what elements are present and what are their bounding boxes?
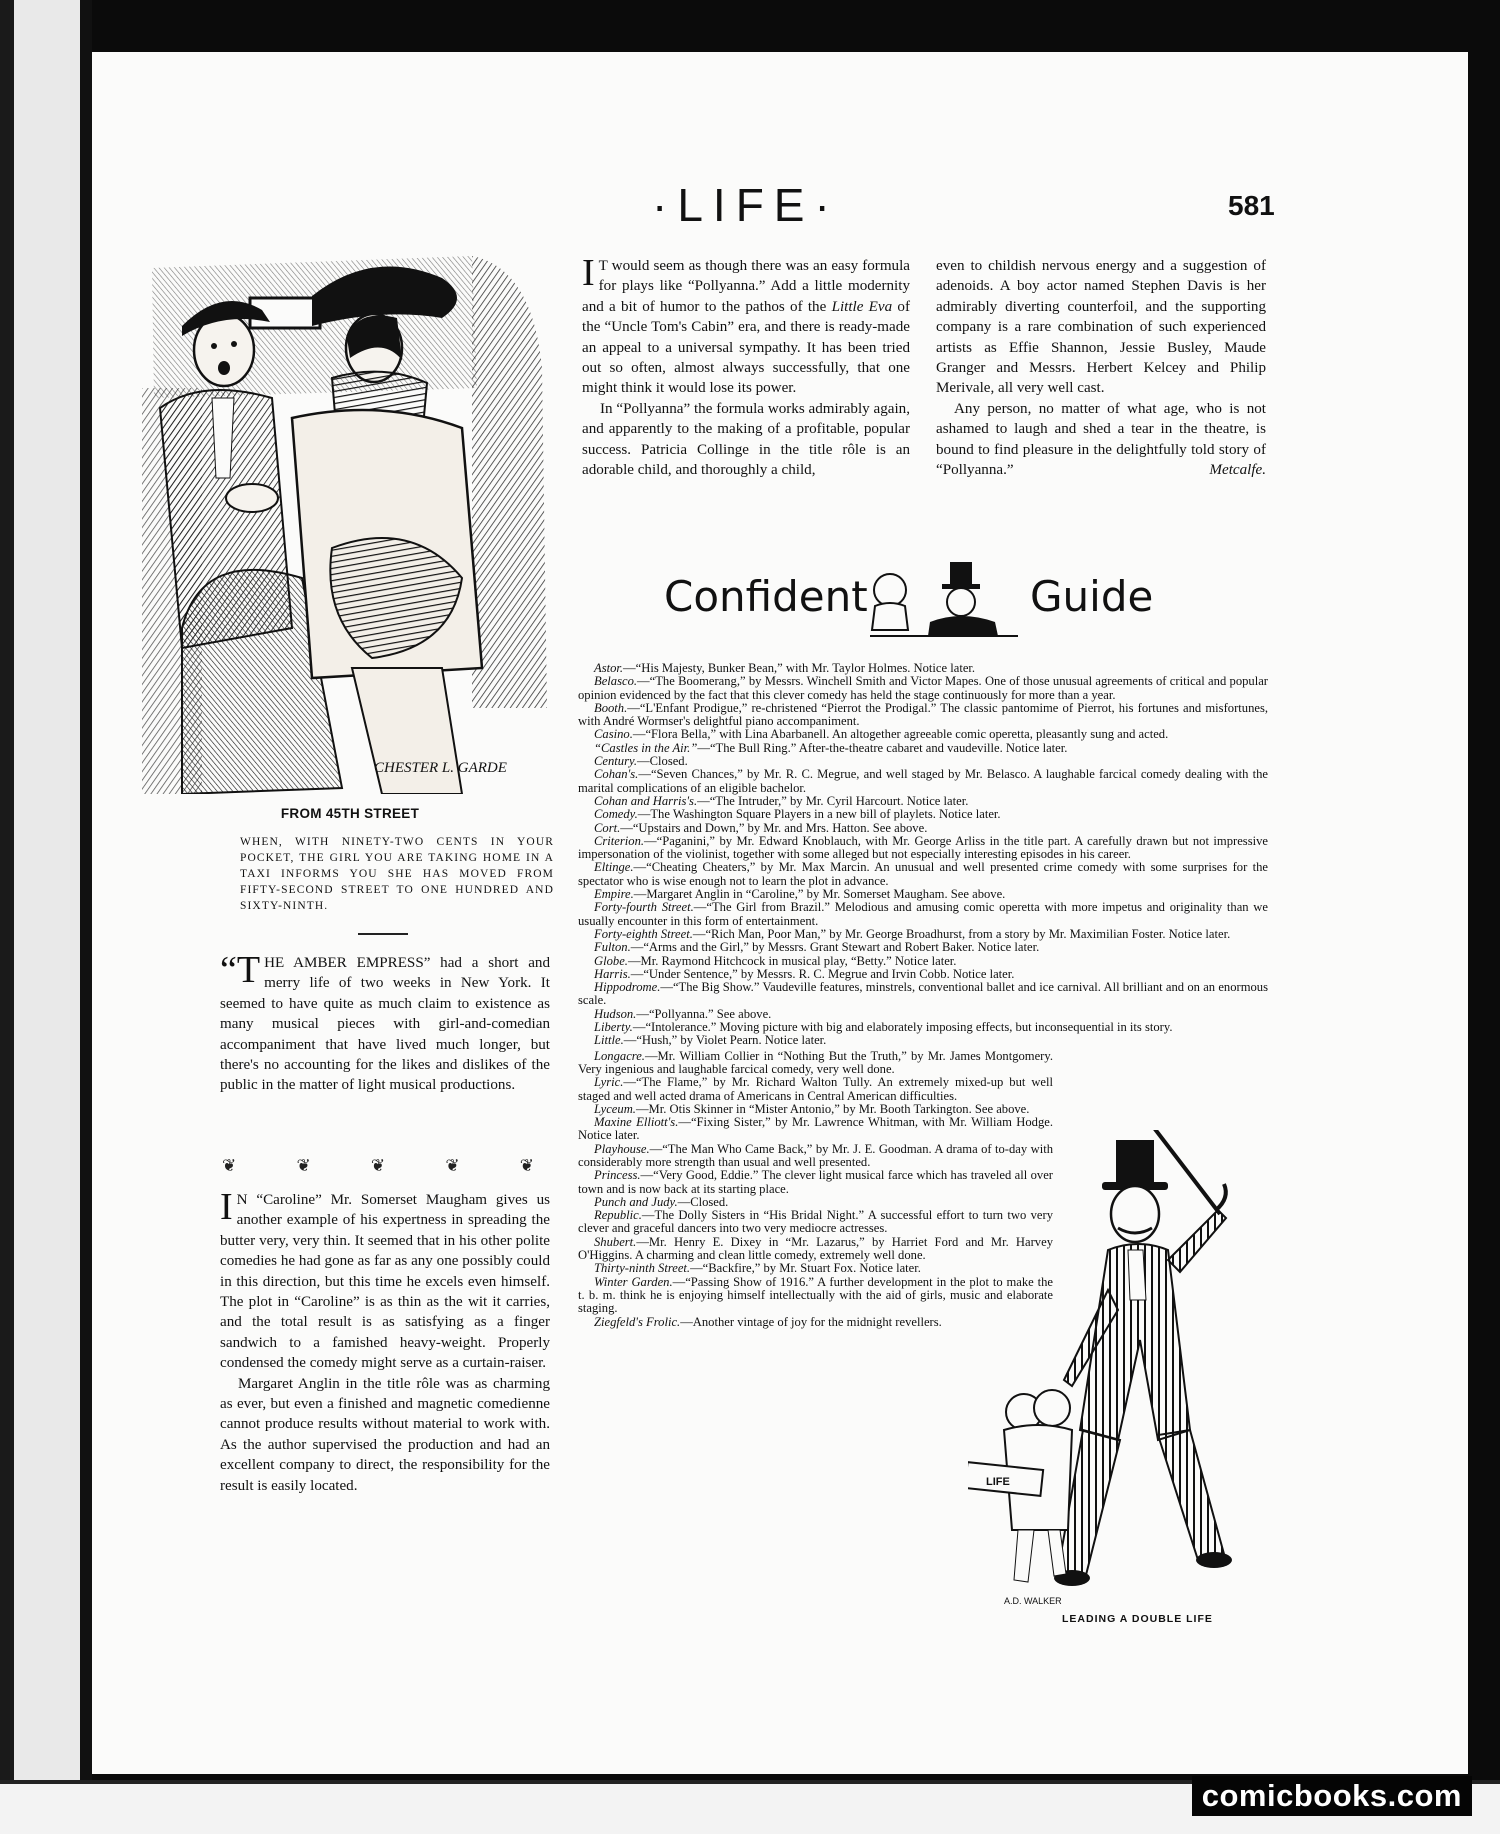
guide-entry-venue: Fulton. bbox=[594, 940, 631, 955]
guide-entry bbox=[578, 968, 1268, 981]
guide-entry-text: —Margaret Anglin in “Caroline,” by Mr. Somerset Maugham. See above. bbox=[633, 887, 1006, 902]
pollyanna-paragraph-2: In “Pollyanna” the formula works admirably again, and apparently to the making of a profitable, popular success. Patricia Collinge in the title rôle is an adorable child, and thoroughly a child, bbox=[582, 400, 910, 479]
guide-entry bbox=[578, 1034, 1268, 1047]
drop-cap: I bbox=[582, 252, 595, 294]
guide-entry-venue: Ziegfeld's Frolic. bbox=[594, 1314, 681, 1329]
guide-entry-text: —“Fixing Sister,” by Mr. Lawrence Whitman, with Mr. William Hodge. Notice later. bbox=[578, 1115, 1054, 1143]
ornament-icon: ❦ bbox=[222, 1156, 237, 1175]
pollyanna-text-a: T would seem as though there was an easy formula for plays like “Pollyanna.” Add a little modernity and a bit of humor to the pathos of the bbox=[582, 258, 910, 315]
guide-entry-text: —“His Majesty, Bunker Bean,” with Mr. Taylor Holmes. Notice later. bbox=[623, 661, 976, 675]
guide-entry-venue: Booth. bbox=[594, 700, 628, 715]
guide-entry-venue: Liberty. bbox=[594, 1020, 633, 1035]
left-page-edge bbox=[0, 0, 80, 1834]
pollyanna-review bbox=[582, 252, 910, 480]
left-column-article bbox=[220, 949, 550, 1096]
guide-entry-text: —Closed. bbox=[677, 1194, 729, 1209]
guide-entry-text: —Closed. bbox=[637, 754, 688, 769]
guide-entry-text: —“The Boomerang,” by Messrs. Winchell Smith and Victor Mapes. One of those unusual agreements of critical and popular opinion evidenced by the fact that this clever comedy has held the stage continuously for more than a year. bbox=[578, 674, 1268, 702]
guide-entry-text: —“The Intruder,” by Mr. Cyril Harcourt. Notice later. bbox=[697, 793, 969, 808]
guide-entry bbox=[578, 861, 1268, 888]
pollyanna-paragraph-4 bbox=[936, 399, 1266, 481]
guide-entry-text: —“The Bull Ring.” After-the-theatre cabaret and vaudeville. Notice later. bbox=[697, 740, 1068, 755]
cupid-and-dandy-icon bbox=[850, 560, 1020, 640]
ornament-icon: ❦ bbox=[370, 1156, 386, 1175]
guide-entry-text: —Mr. Henry E. Dixey in “Mr. Lazarus,” by Harriet Ford and Mr. Harvey O'Higgins. A charming and clean little comedy, extremely well done. bbox=[578, 1234, 1053, 1263]
guide-entry-text: —“Seven Chances,” by Mr. R. C. Megrue, and well staged by Mr. Belasco. A laughable farcical comedy dealing with the marital complications of an eligible bachelor. bbox=[578, 767, 1268, 795]
guide-entry-venue: Cohan and Harris's. bbox=[594, 793, 698, 808]
guide-entry-text: —“Cheating Cheaters,” by Mr. Max Marcin. An unusual and well presented crime comedy with some surprises for the spectator who is wise enough not to learn the plot in advance. bbox=[578, 860, 1268, 888]
dandy-cartoon-illustration bbox=[968, 1130, 1388, 1610]
guide-entry-text: —“Arms and the Girl,” by Messrs. Grant Stewart and Robert Baker. Notice later. bbox=[630, 940, 1040, 955]
review-signature: Metcalfe. bbox=[1209, 462, 1266, 479]
guide-entry-text: —“The Big Show.” Vaudeville features, minstrels, conventional ballet and ice carnival. All brilliant and on an enormous scale. bbox=[578, 980, 1268, 1008]
guide-entry-venue: Globe. bbox=[594, 953, 628, 968]
ornament-icon: ❦ bbox=[296, 1156, 311, 1175]
guide-entry-text: —“Pollyanna.” See above. bbox=[636, 1006, 772, 1021]
guide-entry-text: —“Rich Man, Poor Man,” by Mr. George Broadhurst, from a story by Mr. Maximilian Foster. Notice later. bbox=[692, 926, 1231, 941]
little-eva-italic: Little Eva bbox=[831, 298, 893, 315]
guide-entry bbox=[578, 981, 1268, 1008]
guide-entry-venue: Republic. bbox=[594, 1208, 642, 1223]
drop-cap: “T bbox=[220, 949, 261, 991]
pollyanna-review-continued bbox=[936, 256, 1266, 480]
artist-signature bbox=[374, 760, 507, 776]
taxi-cartoon-svg bbox=[142, 248, 552, 794]
amber-empress-text: HE AMBER EMPRESS” had a short and merry life of two weeks in New York. It seemed to have quite as much claim to existence as many musical pieces with girl-and-comedian accompaniment that have lived much longer, but there's no accounting for the likes and dislikes of the public in the matter of light musical productions. bbox=[220, 955, 550, 1094]
guide-entry-venue: Criterion. bbox=[594, 833, 645, 848]
guide-entry-venue: Little. bbox=[594, 1033, 624, 1048]
guide-entry-text: —Mr. Raymond Hitchcock in musical play, “Betty.” Notice later. bbox=[627, 953, 957, 968]
guide-entry bbox=[578, 755, 1268, 768]
guide-entry-text: —“The Girl from Brazil.” Melodious and amusing comic operetta with more impetus and originality than we usually encounter in this form of entertainment. bbox=[578, 900, 1268, 928]
masthead-title: LIFE bbox=[677, 179, 815, 231]
guide-entry-text: —Another vintage of joy for the midnight revellers. bbox=[680, 1314, 942, 1329]
guide-listing-top bbox=[578, 662, 1268, 1048]
pollyanna-paragraph-3: even to childish nervous energy and a suggestion of adenoids. A boy actor named Stephen Davis is her admirably diverting counterfoil, and the supporting company is a rare combination of such experienced artists as Effie Shannon, Jessie Busley, Maude Granger and Messrs. Herbert Kelcey and Philip Merivale, all very well cast. bbox=[936, 258, 1266, 397]
guide-entry-venue: Lyceum. bbox=[594, 1101, 636, 1116]
guide-entry bbox=[578, 835, 1268, 862]
guide-entry bbox=[578, 702, 1268, 729]
drop-cap: I bbox=[220, 1186, 233, 1228]
guide-entry-venue: Hippodrome. bbox=[594, 980, 661, 995]
guide-entry-text: —Mr. Otis Skinner in “Mister Antonio,” by Mr. Booth Tarkington. See above. bbox=[635, 1101, 1030, 1116]
cupid-sign-text: LIFE bbox=[986, 1476, 1010, 1488]
artist-signature-text: CHESTER L. GARDE bbox=[374, 760, 507, 776]
caroline-text: N “Caroline” Mr. Somerset Maugham gives us another example of his expertness in spreading the butter very, very thin. It seemed that in his other polite comedies he had gone as far as any one possibly could in this direction, but this time he excels even himself. The plot in “Caroline” is as thin as the wit it carries, and the total result is as satisfying as a finger sandwich to a famished heavy-weight. Properly condensed the comedy might serve as a curtain-raiser. bbox=[220, 1192, 550, 1372]
guide-heading-left: Confident bbox=[664, 572, 868, 621]
guide-entry-text: —“Flora Bella,” with Lina Abarbanell. An altogether agreeable comic operetta, pleasantly sung and acted. bbox=[632, 727, 1169, 742]
watermark: comicbooks.com bbox=[1192, 1776, 1472, 1816]
guide-entry-text: —“Upstairs and Down,” by Mr. and Mrs. Hatton. See above. bbox=[620, 820, 928, 835]
guide-entry-venue: Princess. bbox=[594, 1168, 641, 1183]
guide-entry-venue: Thirty-ninth Street. bbox=[594, 1261, 691, 1276]
divider-rule bbox=[358, 933, 408, 935]
guide-entry-venue: Comedy. bbox=[594, 807, 638, 822]
guide-entry-text: —“Paganini,” by Mr. Edward Knoblauch, with Mr. George Arliss in the title part. A carefully drawn but not impressive impersonation of the violinist, together with some alleged but not especially interesting episodes in his career. bbox=[578, 833, 1268, 862]
guide-entry-venue: Playhouse. bbox=[594, 1141, 650, 1156]
guide-entry-venue: Cort. bbox=[594, 820, 621, 835]
caroline-paragraph bbox=[220, 1186, 550, 1374]
cartoon-caption: WHEN, WITH NINETY-TWO CENTS IN YOUR POCKET, THE GIRL YOU ARE TAKING HOME IN A TAXI INFORMS YOU SHE HAS MOVED FROM FIFTY-SECOND STREET TO ONE HUNDRED AND SIXTY-NINTH. bbox=[240, 836, 554, 912]
amber-empress-paragraph bbox=[220, 949, 550, 1096]
guide-entry-text: —“Intolerance.” Moving picture with big and elaborately imposing effects, but inconsequential in its story. bbox=[632, 1020, 1173, 1035]
ornament-icon: ❦ bbox=[445, 1156, 460, 1175]
guide-entry bbox=[578, 955, 1268, 968]
guide-entry-text: —“Very Good, Eddie.” The clever light musical farce which has traveled all over town and is now back at its starting place. bbox=[578, 1168, 1053, 1196]
guide-entry bbox=[578, 742, 1268, 755]
masthead-dot-left: · bbox=[652, 179, 678, 231]
guide-entry-text: —Mr. William Collier in “Nothing But the Truth,” by Mr. James Montgomery. Very ingenious and laughable farcical comedy, very well done. bbox=[578, 1048, 1053, 1076]
guide-entry bbox=[578, 1076, 1053, 1103]
page-number: 581 bbox=[1228, 190, 1275, 221]
guide-entry-venue: Longacre. bbox=[594, 1048, 645, 1063]
ornament-row bbox=[222, 1156, 534, 1176]
ornament-icon: ❦ bbox=[519, 1156, 534, 1175]
guide-entry-venue: Eltinge. bbox=[594, 860, 634, 875]
guide-entry bbox=[578, 795, 1268, 808]
dandy-caption: LEADING A DOUBLE LIFE bbox=[1062, 1613, 1213, 1625]
guide-entry-venue: Casino. bbox=[594, 727, 633, 742]
pollyanna-text-b: of the “Uncle Tom's Cabin” era, and there is ready-made an appeal to a universal sympathy. It has been tried out so often, almost always successfully, that one might think it would lose its power. bbox=[582, 298, 910, 397]
dandy-artist-signature: A.D. WALKER bbox=[1004, 1596, 1062, 1606]
guide-entry-venue: Lyric. bbox=[594, 1075, 624, 1090]
guide-entry-venue: “Castles in the Air.” bbox=[594, 740, 698, 755]
cartoon-title: FROM 45TH STREET bbox=[280, 806, 420, 821]
masthead bbox=[652, 178, 840, 232]
guide-entry bbox=[578, 1021, 1268, 1034]
pollyanna-paragraph-1 bbox=[582, 252, 910, 399]
guide-entry bbox=[578, 662, 1268, 675]
guide-entry-venue: Winter Garden. bbox=[594, 1274, 673, 1289]
guide-entry-text: —The Dolly Sisters in “His Bridal Night.” A successful effort to turn two very clever and graceful dancers into two very mediocre actresses. bbox=[578, 1208, 1053, 1236]
guide-entry-text: —“Hush,” by Violet Pearn. Notice later. bbox=[623, 1033, 827, 1048]
caroline-review bbox=[220, 1186, 550, 1496]
dandy-cartoon-svg bbox=[968, 1130, 1388, 1610]
guide-entry bbox=[578, 675, 1268, 702]
guide-entry-venue: Shubert. bbox=[594, 1234, 637, 1249]
guide-entry bbox=[578, 928, 1268, 941]
guide-entry-venue: Empire. bbox=[594, 887, 634, 902]
guide-entry-text: —“Passing Show of 1916.” A further development in the plot to make the t. b. m. think he is enjoying himself intellectually with the aid of girls, music and elaborate staging. bbox=[578, 1274, 1053, 1316]
anglin-paragraph: Margaret Anglin in the title rôle was as charming as ever, but even a finished and magnetic comedienne cannot produce results without material to work with. As the author supervised the production and had an excellent company to direct, the responsibility for the result is easily located. bbox=[220, 1375, 550, 1494]
guide-entry-venue: Hudson. bbox=[594, 1006, 637, 1021]
guide-entry-venue: Punch and Judy. bbox=[594, 1194, 678, 1209]
guide-entry-venue: Forty-fourth Street. bbox=[594, 900, 694, 915]
pollyanna-closing-text: Any person, no matter of what age, who is not ashamed to laugh and shed a tear in the theatre, is bound to find pleasure in the delightfully told story of “Pollyanna.” bbox=[936, 400, 1266, 479]
guide-entry bbox=[578, 1103, 1053, 1116]
guide-entry bbox=[578, 1008, 1268, 1021]
guide-entry-text: —“Under Sentence,” by Messrs. R. C. Megrue and Irvin Cobb. Notice later. bbox=[630, 966, 1015, 981]
guide-entry bbox=[578, 768, 1268, 795]
guide-entry bbox=[578, 822, 1268, 835]
guide-entry-venue: Maxine Elliott's. bbox=[594, 1115, 679, 1130]
guide-entry-venue: Astor. bbox=[594, 661, 624, 675]
guide-entry-text: —“The Flame,” by Mr. Richard Walton Tully. An extremely mixed-up but well staged and well acted drama of Americans in Central American difficulties. bbox=[578, 1075, 1053, 1103]
guide-entry-venue: Harris. bbox=[594, 966, 631, 981]
guide-entry-venue: Century. bbox=[594, 754, 638, 769]
guide-entry-venue: Cohan's. bbox=[594, 767, 639, 782]
guide-entry bbox=[578, 1050, 1053, 1077]
taxi-cartoon-illustration bbox=[142, 248, 552, 794]
guide-entry-text: —“Backfire,” by Mr. Stuart Fox. Notice later. bbox=[690, 1261, 921, 1276]
guide-entry bbox=[578, 728, 1268, 741]
guide-heading-right: Guide bbox=[1030, 572, 1154, 621]
guide-entry bbox=[578, 941, 1268, 954]
guide-entry-venue: Forty-eighth Street. bbox=[594, 926, 693, 941]
guide-entry-venue: Belasco. bbox=[594, 674, 638, 689]
guide-entry bbox=[578, 901, 1268, 928]
guide-entry bbox=[578, 888, 1268, 901]
guide-entry bbox=[578, 808, 1268, 821]
guide-entry-text: —The Washington Square Players in a new bill of playlets. Notice later. bbox=[637, 807, 1001, 822]
confidential-guide-heading bbox=[660, 560, 1160, 638]
masthead-dot-right: · bbox=[814, 179, 840, 231]
guide-entry-text: —“The Man Who Came Back,” by Mr. J. E. Goodman. A drama of to-day with considerably more strength than usual and well presented. bbox=[578, 1141, 1053, 1169]
guide-entry-text: —“L'Enfant Prodigue,” re-christened “Pierrot the Prodigal.” The classic pantomime of Pierrot, his fortunes and misfortunes, with André Wormser's delightful piano accompaniment. bbox=[578, 700, 1268, 729]
